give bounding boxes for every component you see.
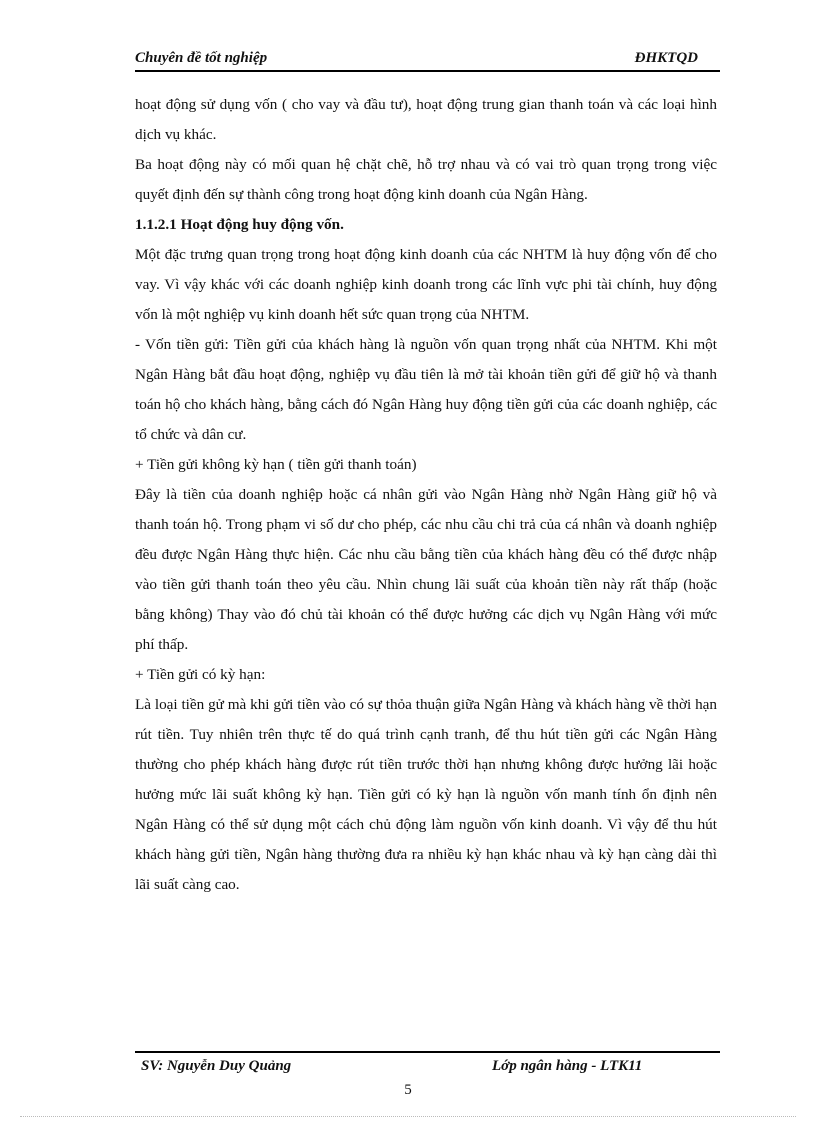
document-body xyxy=(135,90,717,900)
paragraph: Một đặc trưng quan trọng trong hoạt động kinh doanh của các NHTM là huy động vốn để cho vay. Vì vậy khác với các doanh nghiệp kinh doanh trong các lĩnh vực phi tài chính, huy động vốn là một nghiệp vụ kinh doanh hết sức quan trọng của NHTM. xyxy=(135,246,717,323)
subheading: + Tiền gửi có kỳ hạn: xyxy=(135,666,266,683)
footer-student-name: SV: Nguyễn Duy Quảng xyxy=(141,1058,292,1074)
page-header xyxy=(135,48,720,72)
paragraph: hoạt động sử dụng vốn ( cho vay và đầu tư), hoạt động trung gian thanh toán và các loại hình dịch vụ khác. xyxy=(135,96,717,143)
header-title: Chuyên đề tốt nghiệp xyxy=(135,50,268,66)
header-university: ĐHKTQD xyxy=(634,50,698,66)
page-bottom-divider xyxy=(20,1116,796,1117)
paragraph: Là loại tiền gử mà khi gửi tiền vào có sự thỏa thuận giữa Ngân Hàng và khách hàng về thời hạn rút tiền. Tuy nhiên trên thực tế do quá trình cạnh tranh, để thu hút tiền gửi các Ngân Hàng thường cho phép khách hàng được rút tiền trước thời hạn nhưng không được hưởng lãi hoặc hưởng mức lãi suất không kỳ hạn. Tiền gửi có kỳ hạn là nguồn vốn manh tính ổn định nên Ngân Hàng có thể sử dụng một cách chủ động làm nguồn vốn kinh doanh. Vì vậy để thu hút khách hàng gửi tiền, Ngân hàng thường đưa ra nhiều kỳ hạn khác nhau và kỳ hạn càng dài thì lãi suất càng cao. xyxy=(135,696,717,893)
page-number: 5 xyxy=(404,1082,412,1098)
footer-class-name: Lớp ngân hàng - LTK11 xyxy=(492,1058,643,1074)
paragraph: Ba hoạt động này có mối quan hệ chặt chẽ, hỗ trợ nhau và có vai trò quan trọng trong việc quyết định đến sự thành công trong hoạt động kinh doanh của Ngân Hàng. xyxy=(135,156,717,203)
section-heading: 1.1.2.1 Hoạt động huy động vốn. xyxy=(135,216,344,233)
paragraph: - Vốn tiền gửi: Tiền gửi của khách hàng là nguồn vốn quan trọng nhất của NHTM. Khi một Ngân Hàng bắt đầu hoạt động, nghiệp vụ đầu tiên là mở tài khoản tiền gửi để giữ hộ và thanh toán hộ cho khách hàng, bằng cách đó Ngân Hàng huy động tiền gửi của các doanh nghiệp, các tổ chức và dân cư. xyxy=(135,336,717,443)
paragraph: Đây là tiền của doanh nghiệp hoặc cá nhân gửi vào Ngân Hàng nhờ Ngân Hàng giữ hộ và thanh toán hộ. Trong phạm vi số dư cho phép, các nhu cầu chi trả của cá nhân và doanh nghiệp đều được Ngân Hàng thực hiện. Các nhu cầu bằng tiền của khách hàng đều có thể được nhập vào tiền gửi thanh toán theo yêu cầu. Nhìn chung lãi suất của khoản tiền này rất thấp (hoặc bằng không) Thay vào đó chủ tài khoản có thể được hưởng các dịch vụ Ngân Hàng với mức phí thấp. xyxy=(135,486,717,653)
subheading: + Tiền gửi không kỳ hạn ( tiền gửi thanh toán) xyxy=(135,456,417,473)
page-footer xyxy=(135,1051,720,1079)
